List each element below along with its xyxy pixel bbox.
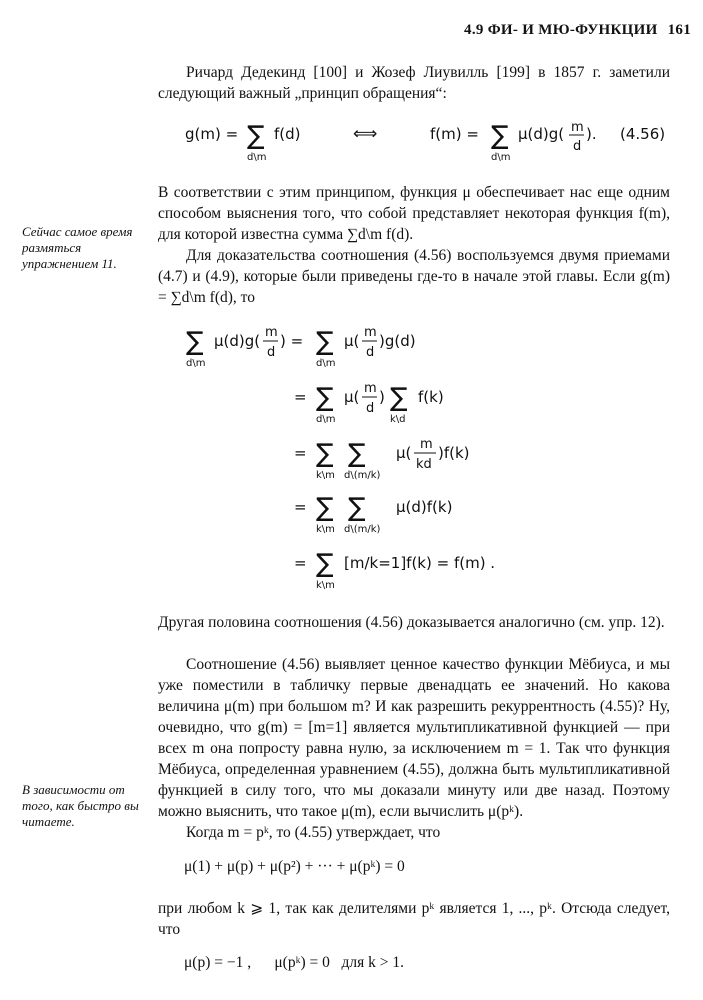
paragraph-proof-start: Для доказательства соотношения (4.56) воспользуемся двумя приемами (4.7) и (4.9), которые были приведены где-то в начале этой главы. Если g(m) = ∑d\m f(d), то <box>158 247 670 306</box>
sum-symbol: ∑ <box>316 327 334 357</box>
equation-sum-zero: μ(1) + μ(p) + μ(p²) + ··· + μ(pᵏ) = 0 <box>184 858 405 875</box>
frac-num: m <box>265 325 278 340</box>
frac-num: m <box>364 381 377 396</box>
eq-left-lhs: g(m) = <box>185 125 239 143</box>
row2-b: μ( <box>344 388 360 406</box>
eq-right-rhs-b: ). <box>586 125 597 143</box>
sub: k\m <box>316 580 335 591</box>
frac-den: d <box>573 139 582 154</box>
row1-a: μ( <box>344 332 360 350</box>
row5-b: [m/k=1]f(k) = f(m) . <box>344 554 496 572</box>
paragraph-divisors: при любом k ⩾ 1, так как делителями pᵏ является 1, ..., pᵏ. Отсюда следует, что <box>158 900 670 938</box>
iff-symbol: ⟺ <box>353 124 378 144</box>
row1-b: )g(d) <box>379 332 416 350</box>
paragraph-intro: Ричард Дедекинд [100] и Жозеф Лиувилль [199] в 1857 г. заметили следующий важный „принцип обращения“: <box>158 64 670 102</box>
sum-symbol: ∑ <box>316 493 334 523</box>
eq-left-sub: d\m <box>247 152 267 163</box>
sub: k\m <box>316 524 335 535</box>
sum-symbol: ∑ <box>316 383 334 413</box>
sum-symbol: ∑ <box>348 493 366 523</box>
sub: d\m <box>186 358 206 369</box>
sum-symbol: ∑ <box>491 121 509 151</box>
eq-right-sub: d\m <box>491 152 511 163</box>
row4-eq: = <box>294 498 307 516</box>
eq-right-rhs-a: μ(d)g( <box>518 125 565 143</box>
frac-num: m <box>364 325 377 340</box>
sum-symbol: ∑ <box>390 383 408 413</box>
page-number: 161 <box>667 22 691 38</box>
sum-symbol: ∑ <box>316 549 334 579</box>
paragraph-mobius: Соотношение (4.56) выявляет ценное качество функции Мёбиуса, и мы уже поместили в табличку первые двенадцать ее значений. Но какова величина μ(m) при большом m? И как разрешить рекуррентность (4.55)? Ну, очевидно, что g(m) = [m=1] является мультипликативной функцией — при всех m она попросту равна нулю, за исключением m = 1. Так что функция Мёбиуса, определенная уравнением (4.55), должна быть мультипликативной функцией в силу того, что мы доказали минуту или две назад. Поэтому можно выяснить, что такое μ(m), если вычислить μ(pᵏ). <box>158 656 670 820</box>
sum-symbol: ∑ <box>186 327 204 357</box>
equation-4-56 <box>150 112 670 168</box>
margin-note-reading: В зависимости от того, как быстро вы читаете. <box>22 782 139 829</box>
eq-left-rhs: f(d) <box>274 125 301 143</box>
frac-den: d <box>366 345 375 360</box>
sum-symbol: ∑ <box>348 439 366 469</box>
sub: k\m <box>316 470 335 481</box>
equation-mu-values: μ(p) = −1 , μ(pᵏ) = 0 для k > 1. <box>184 954 404 971</box>
row3-eq: = <box>294 444 307 462</box>
sub: d\(m/k) <box>344 524 381 535</box>
row5-eq: = <box>294 554 307 572</box>
frac-den: d <box>366 401 375 416</box>
running-header <box>464 22 691 39</box>
eq-tag: (4.56) <box>620 125 666 143</box>
row3-b: μ( <box>396 444 412 462</box>
frac-den: kd <box>416 457 432 472</box>
sub: d\m <box>316 358 336 369</box>
row2-c: ) <box>379 388 385 406</box>
eq-right-lhs: f(m) = <box>430 125 479 143</box>
sum-symbol: ∑ <box>247 121 265 151</box>
frac-den: d <box>267 345 276 360</box>
margin-note-exercise: Сейчас самое время размяться упражнением 11. <box>22 224 133 271</box>
paragraph-when: Когда m = pᵏ, то (4.55) утверждает, что <box>186 824 441 841</box>
row2-eq: = <box>294 388 307 406</box>
lhs-a: μ(d)g( <box>214 332 261 350</box>
row4-b: μ(d)f(k) <box>396 498 453 516</box>
row3-c: )f(k) <box>438 444 470 462</box>
sub: k\d <box>390 414 406 425</box>
sum-symbol: ∑ <box>316 439 334 469</box>
paragraph-principle: В соответствии с этим принципом, функция μ обеспечивает нас еще одним способом выяснения того, что собой представляет некоторая функция f(m), для которой известна сумма ∑d\m f(d). <box>158 184 670 243</box>
derivation <box>180 318 580 598</box>
sub: d\(m/k) <box>344 470 381 481</box>
row2-d: f(k) <box>418 388 444 406</box>
section-title: 4.9 ФИ- И МЮ-ФУНКЦИИ <box>464 22 658 38</box>
frac-num: m <box>571 120 584 135</box>
frac-num: m <box>420 437 433 452</box>
sub: d\m <box>316 414 336 425</box>
lhs-b: ) = <box>280 332 304 350</box>
paragraph-other-half: Другая половина соотношения (4.56) доказывается аналогично (см. упр. 12). <box>158 614 665 631</box>
